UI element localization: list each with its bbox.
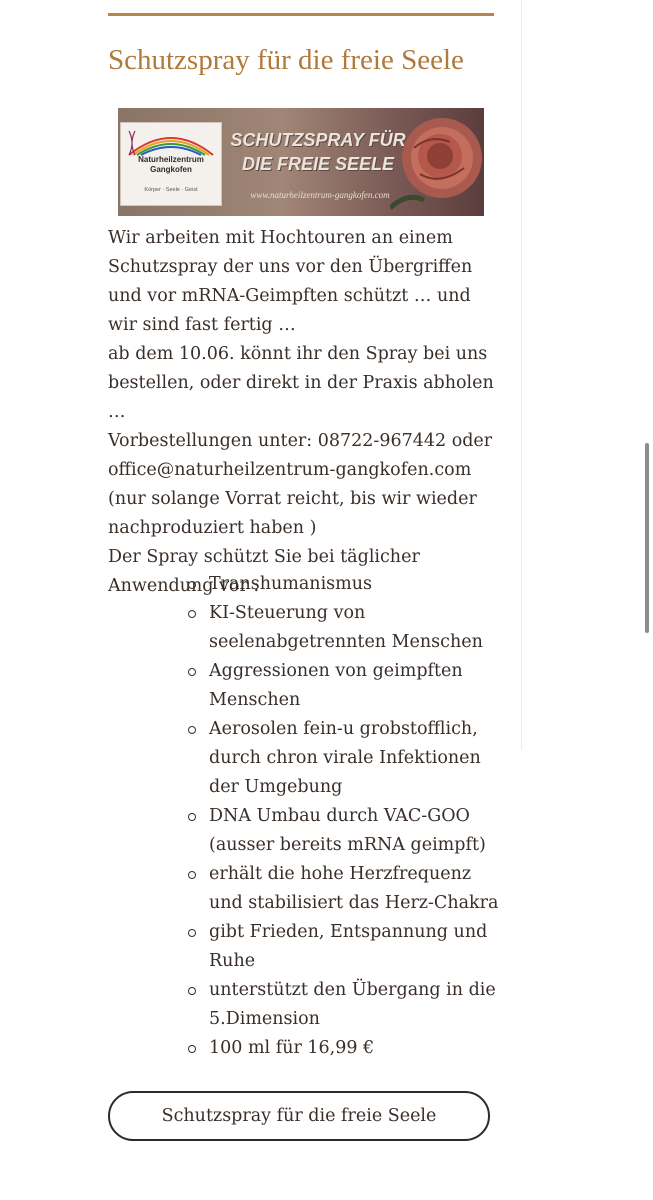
- logo-name-line2: Gangkofen: [150, 165, 192, 174]
- list-item: erhält die hohe Herzfrequenz und stabilisiert das Herz-Chakra: [188, 860, 508, 918]
- list-item: Aerosolen fein-u grobstofflich, durch chron virale Infektionen der Umgebung: [188, 715, 508, 802]
- product-link-button[interactable]: Schutzspray für die freie Seele: [108, 1091, 490, 1141]
- naturheilzentrum-logo: [120, 122, 222, 206]
- list-item: 100 ml für 16,99 €: [188, 1034, 508, 1063]
- banner-heading-line2: DIE FREIE SEELE: [241, 154, 395, 174]
- paragraph: Vorbestellungen unter: 08722-967442 oder office@naturheilzentrum-gangkofen.com (nur solange Vorrat reicht, bis wir wieder nachproduziert haben ): [108, 431, 493, 538]
- banner-heading: [228, 128, 408, 176]
- list-item: Transhumanismus: [188, 570, 508, 599]
- list-item: gibt Frieden, Entspannung und Ruhe: [188, 918, 508, 976]
- section-divider: [108, 13, 494, 16]
- paragraph: Der Spray schützt Sie bei täglicher Anwendung vor :: [108, 547, 420, 596]
- paragraph: ab dem 10.06. könnt ihr den Spray bei uns bestellen, oder direkt in der Praxis abholen …: [108, 344, 494, 422]
- list-item: DNA Umbau durch VAC-GOO (ausser bereits mRNA geimpft): [188, 802, 508, 860]
- benefit-list: [188, 570, 508, 1063]
- logo-arc-icon: [125, 127, 217, 157]
- banner-url: www.naturheilzentrum-gangkofen.com: [250, 190, 390, 200]
- paragraph: Wir arbeiten mit Hochtouren an einem Schutzspray der uns vor den Übergriffen und vor mRNA-Geimpften schützt … und wir sind fast fertig …: [108, 228, 473, 335]
- list-item: unterstützt den Übergang in die 5.Dimension: [188, 976, 508, 1034]
- list-item: Aggressionen von geimpften Menschen: [188, 657, 508, 715]
- logo-tagline: Körper · Seele · Geist: [144, 187, 198, 193]
- product-banner-image: [118, 108, 484, 216]
- scrollbar[interactable]: [645, 443, 649, 633]
- article-body: [108, 224, 498, 601]
- list-item: KI-Steuerung von seelenabgetrennten Menschen: [188, 599, 508, 657]
- article-title: Schutzspray für die freie Seele: [108, 44, 464, 76]
- banner-heading-line1: SCHUTZSPRAY FÜR: [230, 130, 406, 150]
- sidebar-divider: [521, 0, 522, 750]
- logo-name-line1: Naturheilzentrum: [138, 155, 204, 164]
- rose-icon: [390, 112, 484, 212]
